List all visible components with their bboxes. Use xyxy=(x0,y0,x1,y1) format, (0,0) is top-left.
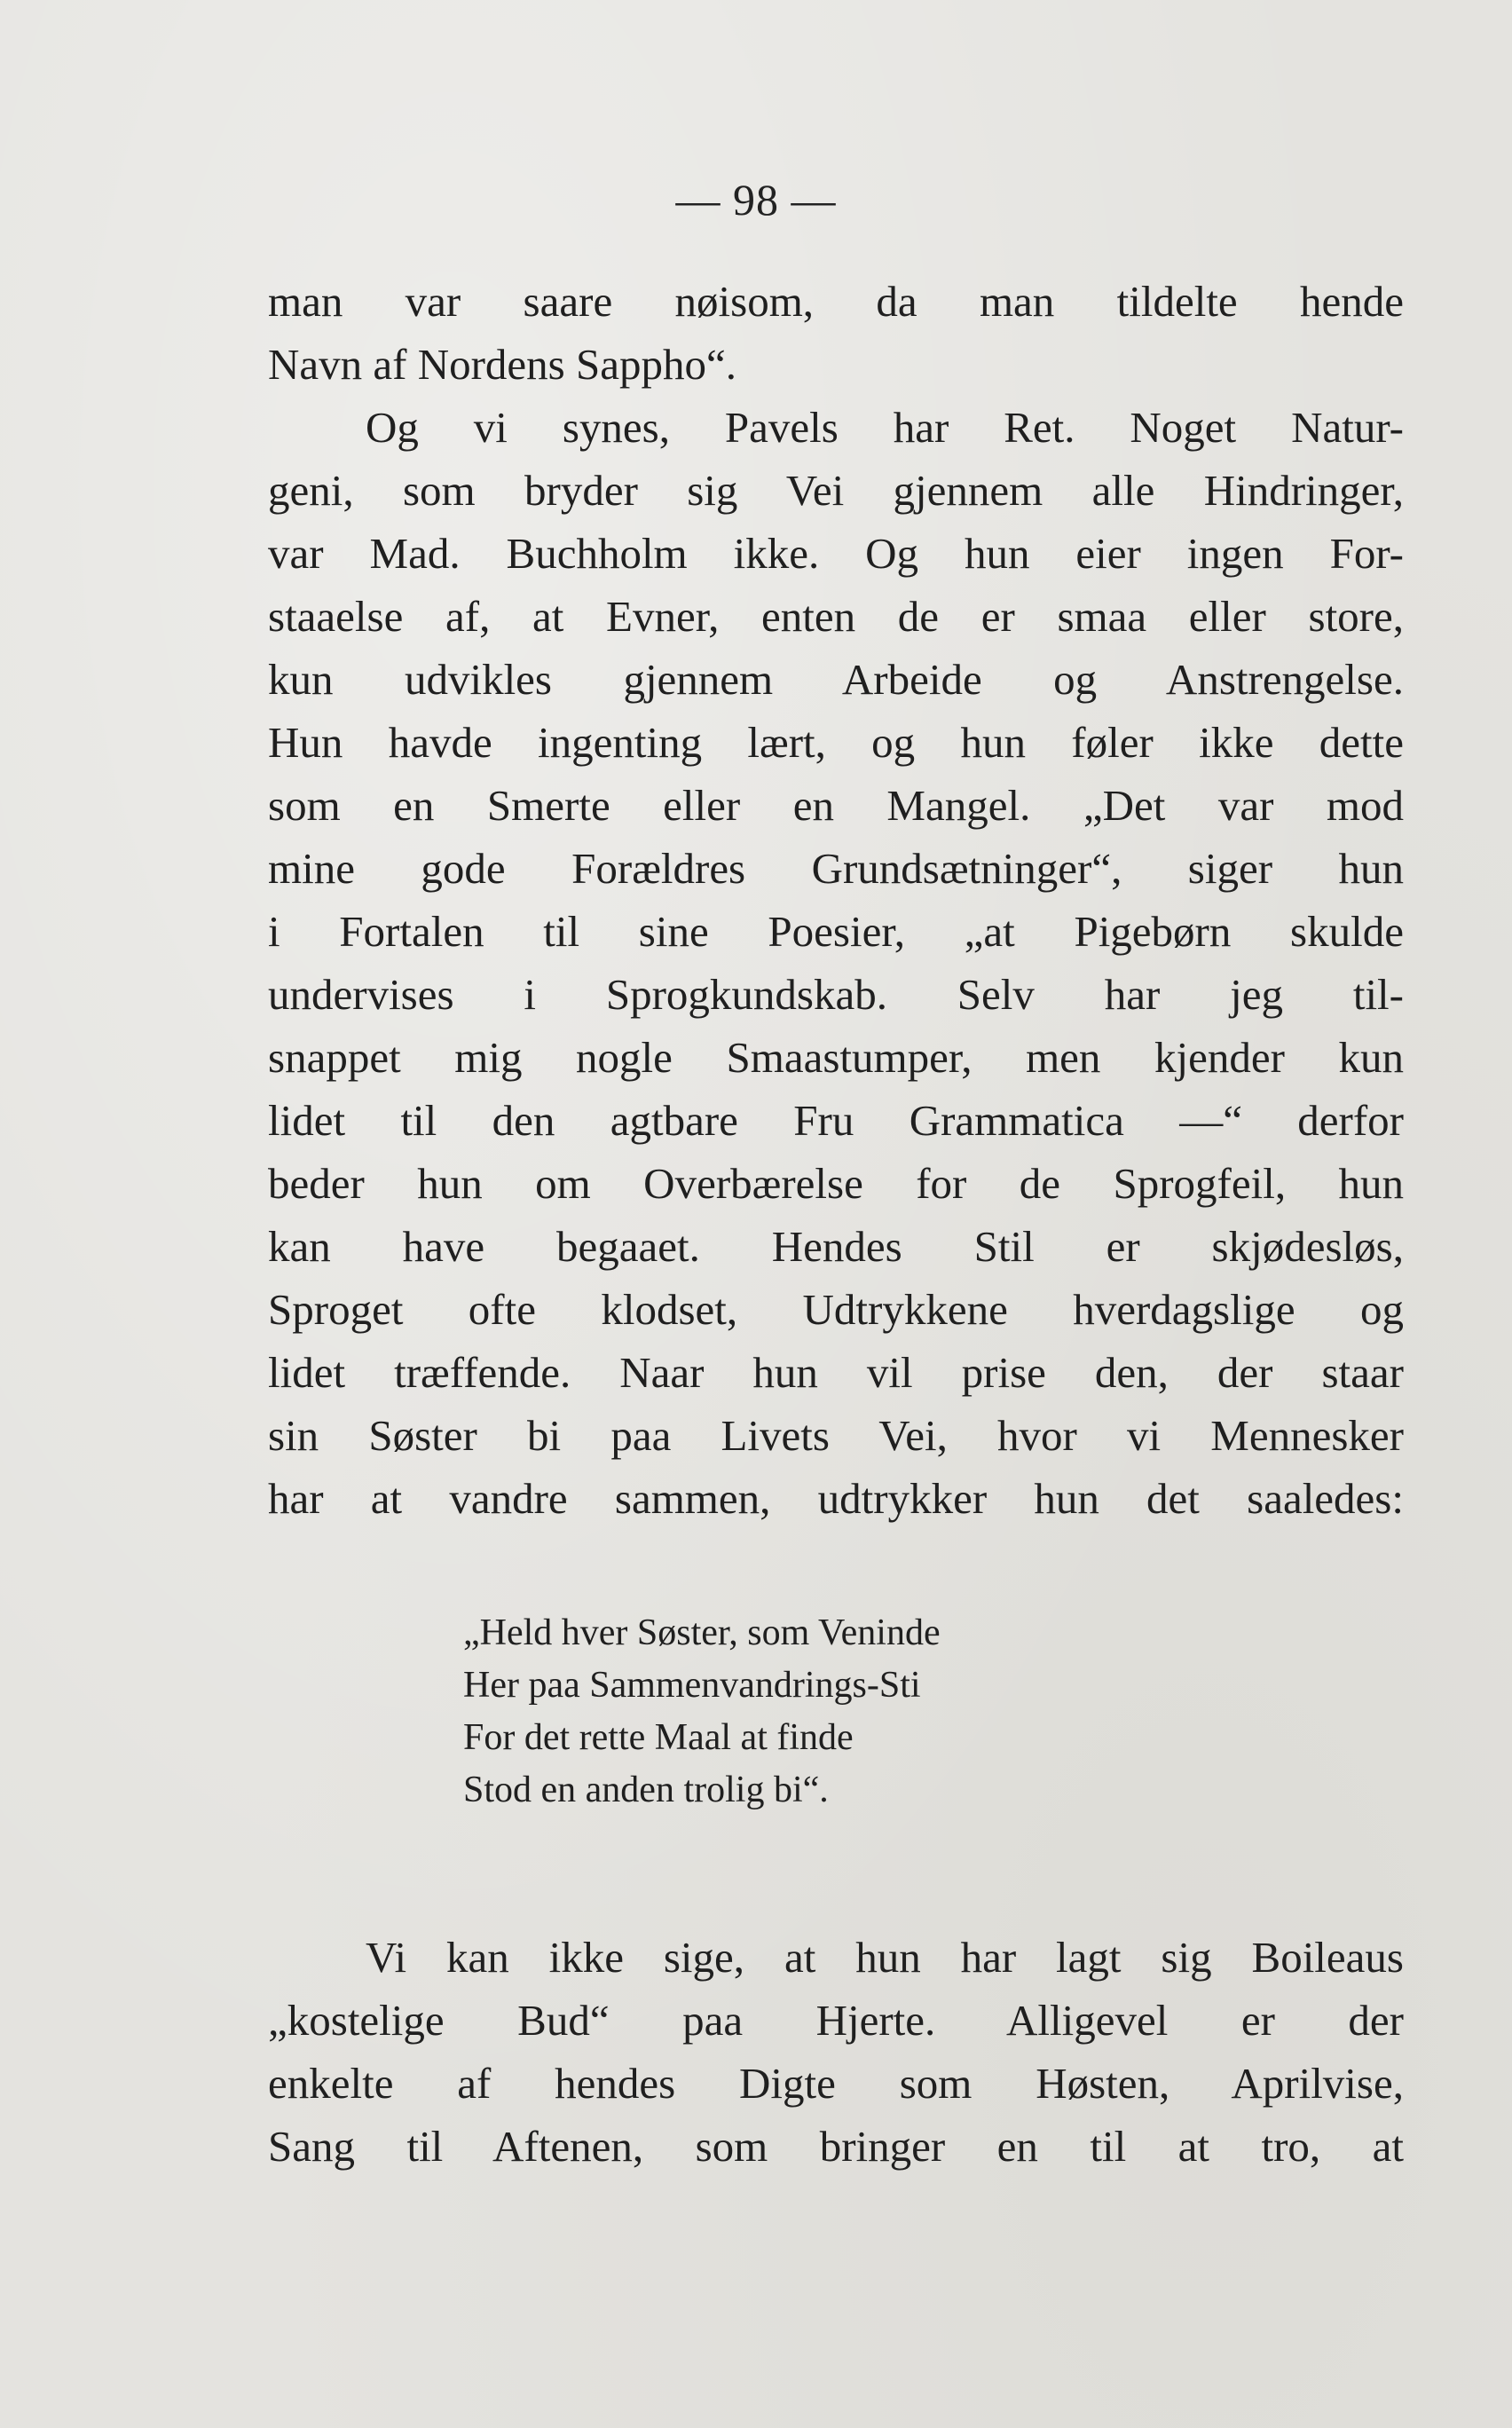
text-line: som en Smerte eller en Mangel. „Det var mod xyxy=(268,781,1404,830)
text-line: kun udvikles gjennem Arbeide og Anstrengelse. xyxy=(268,655,1404,704)
text-line: lidet til den agtbare Fru Grammatica —“ derfor xyxy=(268,1096,1404,1145)
text-line: snappet mig nogle Smaastumper, men kjender kun xyxy=(268,1033,1404,1082)
text-line: undervises i Sprogkundskab. Selv har jeg til- xyxy=(268,970,1404,1019)
text-line: beder hun om Overbærelse for de Sprogfeil, hun xyxy=(268,1159,1404,1208)
text-line: Vi kan ikke sige, at hun har lagt sig Boileaus xyxy=(366,1933,1404,1982)
poem-line: Stod en anden trolig bi“. xyxy=(463,1770,829,1810)
page-number: — 98 — xyxy=(675,175,837,225)
text-line: Sproget ofte klodset, Udtrykkene hverdagslige og xyxy=(268,1285,1404,1334)
text-line: sin Søster bi paa Livets Vei, hvor vi Mennesker xyxy=(268,1411,1404,1460)
text-line: „kostelige Bud“ paa Hjerte. Alligevel er der xyxy=(268,1996,1404,2045)
poem-line: For det rette Maal at finde xyxy=(463,1717,854,1758)
text-line: Navn af Nordens Sappho“. xyxy=(268,340,736,389)
text-line: lidet træffende. Naar hun vil prise den, der staar xyxy=(268,1348,1404,1397)
text-line: i Fortalen til sine Poesier, „at Pigebørn skulde xyxy=(268,907,1404,956)
text-line: var Mad. Buchholm ikke. Og hun eier ingen For- xyxy=(268,529,1404,578)
poem-line: „Held hver Søster, som Veninde xyxy=(463,1612,941,1653)
text-line: har at vandre sammen, udtrykker hun det saaledes: xyxy=(268,1474,1404,1523)
text-line: Sang til Aftenen, som bringer en til at tro, at xyxy=(268,2122,1404,2171)
text-line: geni, som bryder sig Vei gjennem alle Hindringer, xyxy=(268,466,1404,515)
text-line: kan have begaaet. Hendes Stil er skjødesløs, xyxy=(268,1222,1404,1271)
poem-line: Her paa Sammenvandrings-Sti xyxy=(463,1665,921,1706)
text-line: mine gode Forældres Grundsætninger“, siger hun xyxy=(268,844,1404,893)
text-line: staaelse af, at Evner, enten de er smaa eller store, xyxy=(268,592,1404,641)
text-line: enkelte af hendes Digte som Høsten, Aprilvise, xyxy=(268,2059,1404,2108)
text-line: Og vi synes, Pavels har Ret. Noget Natur- xyxy=(366,403,1404,452)
text-line: man var saare nøisom, da man tildelte hende xyxy=(268,277,1404,326)
text-line: Hun havde ingenting lært, og hun føler ikke dette xyxy=(268,718,1404,767)
